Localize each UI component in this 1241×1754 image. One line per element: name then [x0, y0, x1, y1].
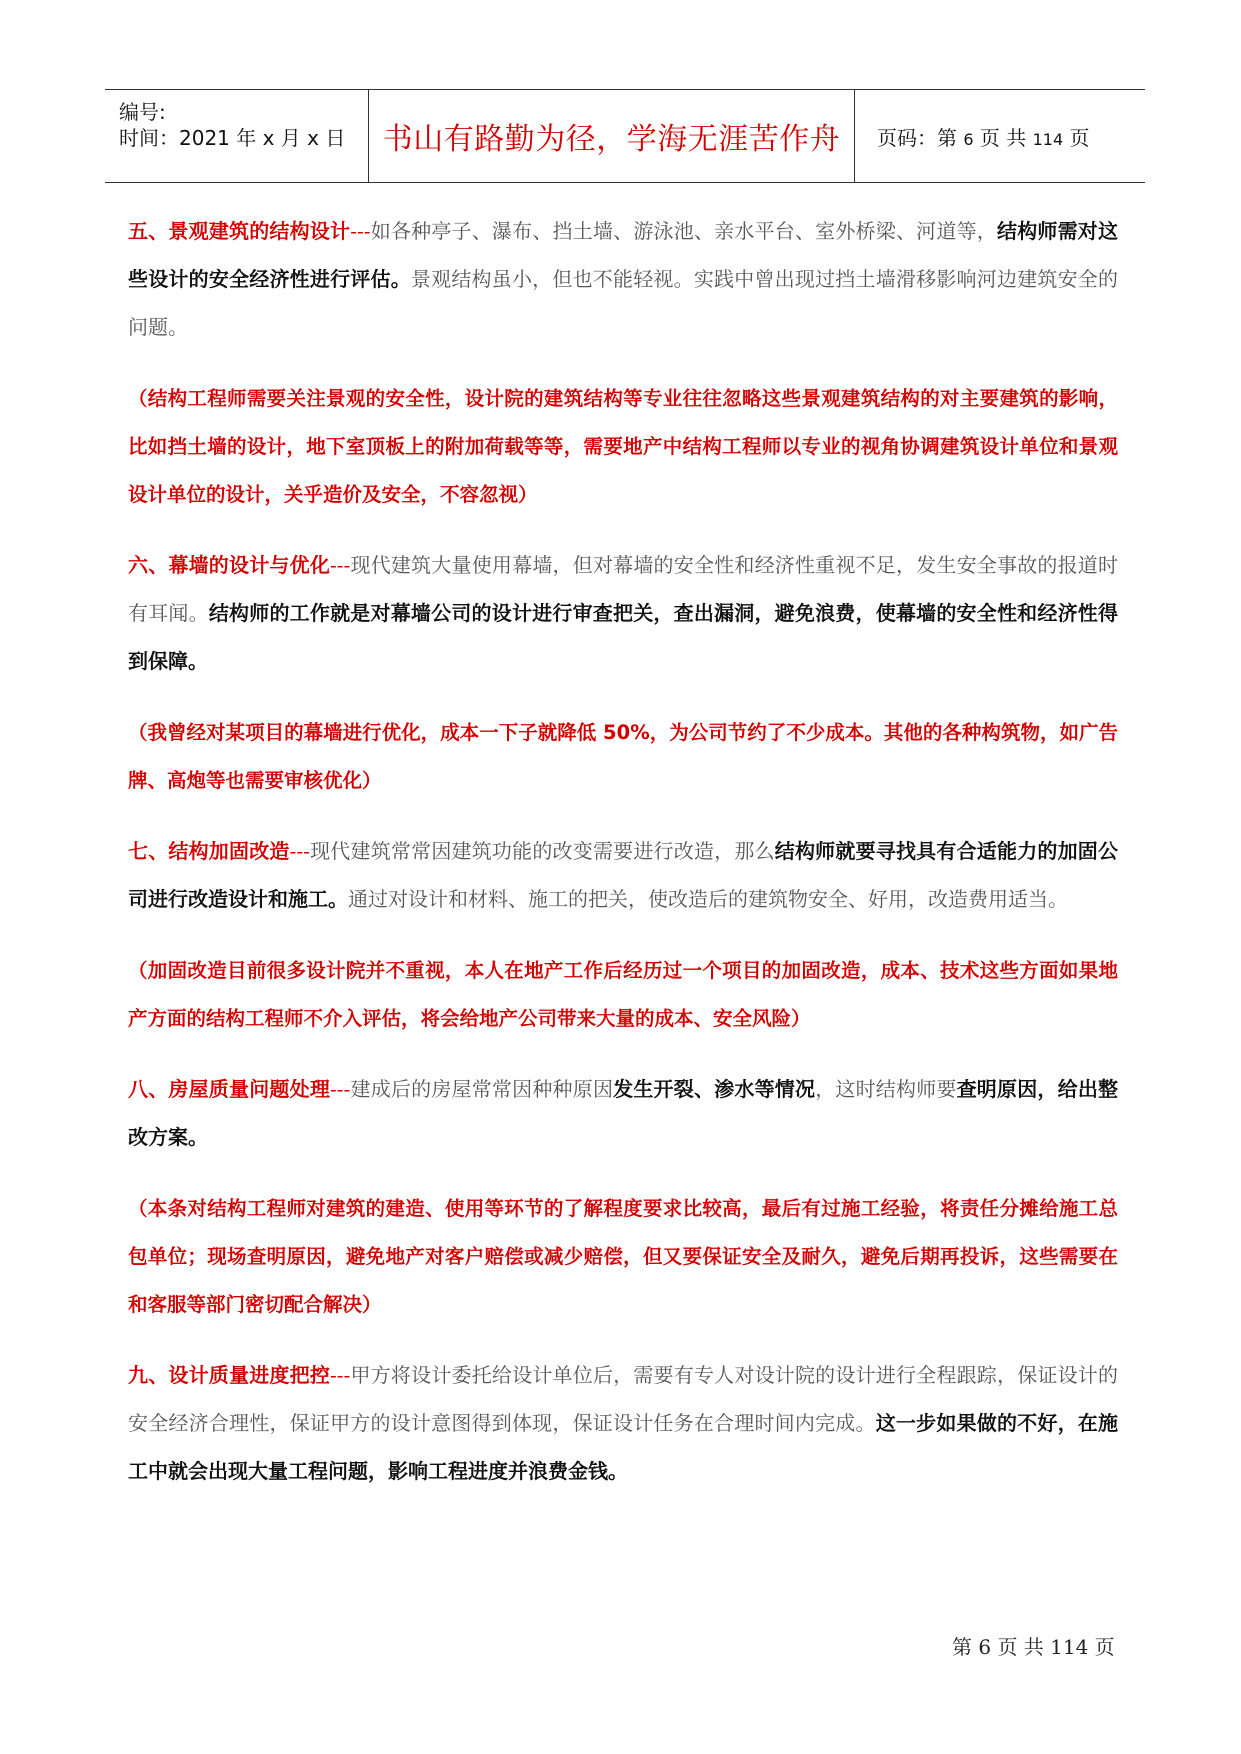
doc-time-label: 时间：2021 年 x 月 x 日: [119, 126, 346, 150]
section-5-bold: 结构师需对这些设计的安全经济性进行评估。: [128, 219, 1119, 291]
section-5-heading: 五、景观建筑的结构设计: [128, 219, 351, 243]
section-8-bold-2: 查明原因，给出整改方案。: [128, 1077, 1119, 1149]
page-number: 6: [963, 129, 974, 149]
section-7-heading: 七、结构加固改造: [128, 839, 290, 863]
section-8-note: （本条对结构工程师对建筑的建造、使用等环节的了解程度要求比较高，最后有过施工经验，将责任分摊给施工总包单位；现场查明原因，避免地产对客户赔偿或减少赔偿，但又要保证安全及耐久，避免后期再投诉，这些需要在和客服等部门密切配合解决）: [128, 1197, 1118, 1316]
header-motto-cell: [368, 90, 855, 182]
section-6-heading: 六、幕墙的设计与优化: [128, 553, 331, 577]
section-8-bold: 发生开裂、渗水等情况: [613, 1077, 816, 1101]
section-8-paragraph: [128, 1065, 1118, 1161]
header-left-cell: [105, 90, 368, 182]
section-8-text: 建成后的房屋常常因种种原因: [350, 1077, 614, 1101]
section-6-note: （我曾经对某项目的幕墙进行优化，成本一下子就降低 50%，为公司节约了不少成本。其他的各种构筑物，如广告牌、高炮等也需要审核优化）: [128, 721, 1118, 792]
section-9-dash: ---: [330, 1363, 351, 1387]
page-header: [105, 89, 1145, 183]
section-7-dash: ---: [289, 839, 310, 863]
section-7-paragraph: [128, 827, 1118, 923]
section-7-text-2: 通过对设计和材料、施工的把关，使改造后的建筑物安全、好用，改造费用适当。: [348, 887, 1068, 911]
section-6-dash: ---: [330, 553, 351, 577]
section-5-note: （结构工程师需要关注景观的安全性，设计院的建筑结构等专业往往忽略这些景观建筑结构的对主要建筑的影响，比如挡土墙的设计，地下室顶板上的附加荷载等等，需要地产中结构工程师以专业的视角协调建筑设计单位和景观设计单位的设计，关乎造价及安全，不容忽视）: [128, 387, 1118, 506]
section-5-dash: ---: [350, 219, 371, 243]
section-6-bold: 结构师的工作就是对幕墙公司的设计进行审查把关，查出漏洞，避免浪费，使幕墙的安全性和经济性得到保障。: [128, 601, 1119, 673]
section-9-text: 甲方将设计委托给设计单位后，需要有专人对设计院的设计进行全程跟踪，保证设计的安全经济合理性，保证甲方的设计意图得到体现，保证设计任务在合理时间内完成。: [128, 1363, 1119, 1435]
section-5-paragraph: [128, 207, 1118, 351]
section-9-heading: 九、设计质量进度把控: [128, 1363, 331, 1387]
page-suffix: 页: [1069, 125, 1090, 150]
document-body: [128, 207, 1118, 1495]
page-prefix: 页码：第: [877, 125, 957, 150]
section-9-paragraph: [128, 1351, 1118, 1495]
header-motto: 书山有路勤为径，学海无涯苦作舟: [382, 122, 841, 157]
section-7-bold: 结构师就要寻找具有合适能力的加固公司进行改造设计和施工。: [128, 839, 1119, 911]
page-total: 114: [1032, 129, 1064, 149]
section-9-bold: 这一步如果做的不好，在施工中就会出现大量工程问题，影响工程进度并浪费金钱。: [128, 1411, 1119, 1483]
section-6-paragraph: [128, 541, 1118, 685]
page-mid: 页 共: [979, 125, 1027, 150]
section-8-text-2: ，这时结构师要: [815, 1077, 957, 1101]
section-5-text: 如各种亭子、瀑布、挡土墙、游泳池、亲水平台、室外桥梁、河道等，: [370, 219, 997, 243]
section-7-text: 现代建筑常常因建筑功能的改变需要进行改造，那么: [309, 839, 775, 863]
header-page-info: [877, 122, 1090, 151]
doc-number-label: 编号:: [119, 100, 166, 124]
section-7-note: （加固改造目前很多设计院并不重视，本人在地产工作后经历过一个项目的加固改造，成本、技术这些方面如果地产方面的结构工程师不介入评估，将会给地产公司带来大量的成本、安全风险）: [128, 959, 1118, 1030]
section-8-dash: ---: [330, 1077, 351, 1101]
section-6-text: 现代建筑大量使用幕墙，但对幕墙的安全性和经济性重视不足，发生安全事故的报道时有耳闻。: [128, 553, 1119, 625]
section-8-heading: 八、房屋质量问题处理: [128, 1077, 331, 1101]
section-5-text-2: 景观结构虽小，但也不能轻视。实践中曾出现过挡土墙滑移影响河边建筑安全的问题。: [128, 267, 1119, 339]
page-footer: 第 6 页 共 114 页: [952, 1635, 1115, 1659]
header-page-cell: [855, 90, 1145, 182]
